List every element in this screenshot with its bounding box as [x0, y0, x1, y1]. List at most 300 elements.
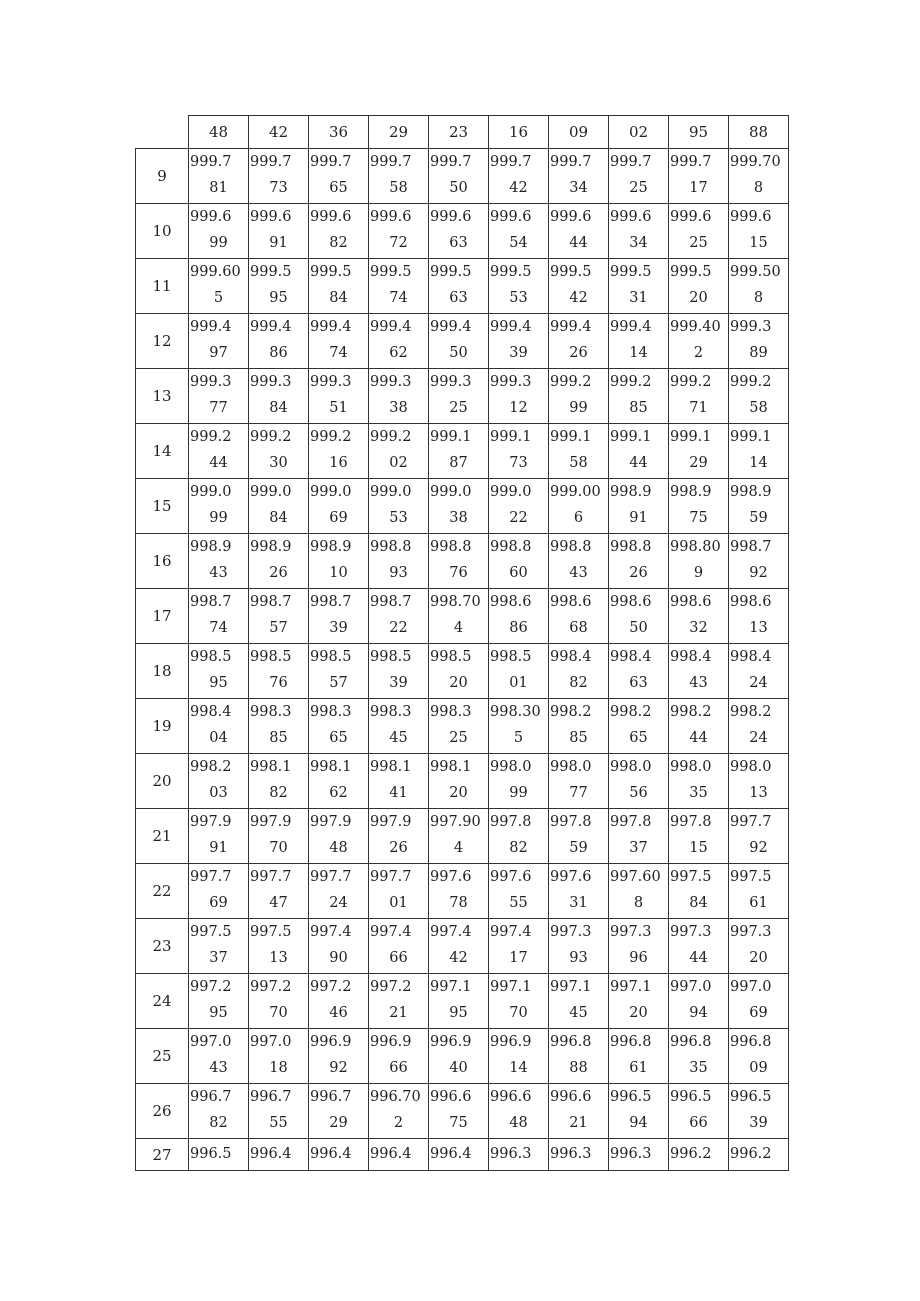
- value-line-2: 70: [269, 1005, 288, 1021]
- value-cell: [249, 369, 309, 424]
- value-line-1: 997.2: [310, 979, 352, 995]
- value-line-1: 999.2: [550, 374, 592, 390]
- value-line-2: 20: [449, 675, 468, 691]
- value-line-2: 42: [509, 180, 528, 196]
- value-line-1: 999.3: [370, 374, 412, 390]
- value-line-1: 998.0: [550, 759, 592, 775]
- value-line-1: 998.6: [610, 594, 652, 610]
- value-line-2: 86: [269, 345, 288, 361]
- value-line-1: 998.4: [670, 649, 712, 665]
- value-line-2: 56: [629, 785, 648, 801]
- value-cell: [669, 424, 729, 479]
- value-line-1: 996.3: [550, 1146, 592, 1162]
- value-cell: [669, 149, 729, 204]
- value-cell: [729, 589, 789, 644]
- value-line-1: 997.7: [310, 869, 352, 885]
- value-cell: [429, 204, 489, 259]
- value-line-2: 82: [269, 785, 288, 801]
- value-line-1: 997.8: [490, 814, 532, 830]
- value-line-1: 999.2: [730, 374, 772, 390]
- value-cell: [369, 149, 429, 204]
- value-line-2: 99: [209, 510, 228, 526]
- value-line-1: 997.0: [250, 1034, 292, 1050]
- value-line-1: 998.7: [190, 594, 232, 610]
- value-cell: [369, 204, 429, 259]
- value-cell: [369, 479, 429, 534]
- value-line-2: 26: [569, 345, 588, 361]
- value-line-2: 29: [329, 1115, 348, 1131]
- value-cell: [489, 864, 549, 919]
- value-line-1: 997.4: [370, 924, 412, 940]
- value-line-1: 996.3: [610, 1146, 652, 1162]
- row-number: 23: [136, 919, 189, 974]
- value-cell: [309, 369, 369, 424]
- value-cell: [549, 204, 609, 259]
- value-line-1: 998.5: [370, 649, 412, 665]
- table-row: [136, 644, 789, 699]
- value-line-1: 997.3: [610, 924, 652, 940]
- value-line-1: 997.0: [670, 979, 712, 995]
- value-line-1: 998.1: [250, 759, 292, 775]
- value-line-2: 84: [269, 510, 288, 526]
- value-cell: [729, 534, 789, 589]
- value-cell: [549, 644, 609, 699]
- value-line-2: 44: [629, 455, 648, 471]
- value-line-2: 2: [693, 345, 704, 361]
- value-line-2: 57: [269, 620, 288, 636]
- table-row: [136, 314, 789, 369]
- value-line-1: 997.9: [310, 814, 352, 830]
- value-line-1: 999.5: [250, 264, 292, 280]
- value-cell: [309, 809, 369, 864]
- value-cell: [309, 479, 369, 534]
- value-line-2: 69: [329, 510, 348, 526]
- value-line-2: 68: [569, 620, 588, 636]
- value-line-1: 999.4: [490, 319, 532, 335]
- value-cell: [429, 699, 489, 754]
- value-cell: [669, 589, 729, 644]
- value-line-2: 82: [329, 235, 348, 251]
- value-cell: [309, 644, 369, 699]
- value-cell: [429, 1029, 489, 1084]
- value-cell: [549, 479, 609, 534]
- value-line-1: 997.1: [610, 979, 652, 995]
- value-line-1: 998.1: [310, 759, 352, 775]
- value-line-2: 45: [389, 730, 408, 746]
- value-line-1: 997.5: [190, 924, 232, 940]
- value-line-1: 998.9: [610, 484, 652, 500]
- value-line-1: 999.4: [370, 319, 412, 335]
- table-row: [136, 699, 789, 754]
- value-line-1: 998.0: [670, 759, 712, 775]
- value-cell: [729, 149, 789, 204]
- value-line-2: 61: [749, 895, 768, 911]
- value-cell: [429, 424, 489, 479]
- value-line-2: 77: [209, 400, 228, 416]
- value-line-1: 997.2: [190, 979, 232, 995]
- value-line-1: 998.9: [250, 539, 292, 555]
- value-cell: [669, 809, 729, 864]
- value-line-1: 998.5: [310, 649, 352, 665]
- value-line-2: 24: [749, 730, 768, 746]
- value-line-2: 29: [689, 455, 708, 471]
- value-cell: [189, 754, 249, 809]
- value-cell: [489, 699, 549, 754]
- value-line-2: 54: [509, 235, 528, 251]
- value-line-2: 13: [269, 950, 288, 966]
- value-cell: [609, 149, 669, 204]
- value-line-1: 998.1: [370, 759, 412, 775]
- value-line-2: 13: [749, 785, 768, 801]
- value-line-1: 999.4: [310, 319, 352, 335]
- value-cell: [369, 644, 429, 699]
- value-line-1: 999.7: [550, 154, 592, 170]
- value-line-1: 999.0: [310, 484, 352, 500]
- value-line-1: 998.5: [250, 649, 292, 665]
- value-line-1: 999.7: [370, 154, 412, 170]
- table-row: [136, 809, 789, 864]
- value-line-2: 53: [389, 510, 408, 526]
- value-line-2: 75: [689, 510, 708, 526]
- value-cell: [549, 314, 609, 369]
- value-line-1: 999.5: [490, 264, 532, 280]
- value-line-2: 26: [629, 565, 648, 581]
- value-cell: [429, 864, 489, 919]
- value-line-1: 996.5: [190, 1146, 232, 1162]
- value-line-1: 997.6: [490, 869, 532, 885]
- row-number: 26: [136, 1084, 189, 1139]
- value-line-1: 997.5: [670, 869, 712, 885]
- value-line-1: 998.9: [730, 484, 772, 500]
- value-line-2: 91: [209, 840, 228, 856]
- value-line-2: 86: [509, 620, 528, 636]
- value-cell: [369, 809, 429, 864]
- value-cell: [249, 809, 309, 864]
- value-line-1: 999.6: [370, 209, 412, 225]
- value-cell: [309, 754, 369, 809]
- value-line-1: 999.3: [490, 374, 532, 390]
- value-line-2: 18: [269, 1060, 288, 1076]
- value-line-1: 997.7: [190, 869, 232, 885]
- value-cell: [729, 809, 789, 864]
- value-line-1: 999.6: [490, 209, 532, 225]
- value-line-1: 997.8: [610, 814, 652, 830]
- value-line-2: 74: [389, 290, 408, 306]
- value-line-2: 55: [509, 895, 528, 911]
- value-line-1: 999.5: [550, 264, 592, 280]
- value-cell: [189, 589, 249, 644]
- value-line-1: 999.0: [250, 484, 292, 500]
- value-cell: [189, 1029, 249, 1084]
- value-line-1: 999.2: [190, 429, 232, 445]
- value-line-2: 21: [569, 1115, 588, 1131]
- value-line-2: 48: [329, 840, 348, 856]
- value-line-2: 84: [689, 895, 708, 911]
- value-cell: [669, 204, 729, 259]
- value-cell: [249, 1029, 309, 1084]
- value-cell: [189, 1139, 249, 1171]
- row-number: 27: [136, 1139, 189, 1171]
- value-line-2: 75: [449, 1115, 468, 1131]
- value-line-1: 999.2: [610, 374, 652, 390]
- value-line-2: 40: [449, 1060, 468, 1076]
- value-line-2: 44: [689, 950, 708, 966]
- value-cell: [609, 259, 669, 314]
- density-table: [135, 115, 789, 1171]
- value-cell: [489, 424, 549, 479]
- value-line-1: 996.9: [310, 1034, 352, 1050]
- value-line-2: 62: [329, 785, 348, 801]
- value-line-1: 998.7: [370, 594, 412, 610]
- value-cell: [669, 1029, 729, 1084]
- value-line-1: 998.7: [730, 539, 772, 555]
- value-line-1: 998.8: [370, 539, 412, 555]
- value-cell: [609, 204, 669, 259]
- value-cell: [729, 919, 789, 974]
- value-line-2: 45: [569, 1005, 588, 1021]
- header-cell: 48: [189, 116, 249, 149]
- value-line-2: 70: [509, 1005, 528, 1021]
- header-cell: 02: [609, 116, 669, 149]
- value-line-2: 13: [749, 620, 768, 636]
- value-line-1: 999.3: [190, 374, 232, 390]
- value-cell: [669, 699, 729, 754]
- table-row: [136, 1084, 789, 1139]
- value-line-1: 999.3: [250, 374, 292, 390]
- value-line-1: 998.30: [490, 704, 541, 720]
- value-cell: [249, 919, 309, 974]
- value-line-2: 91: [629, 510, 648, 526]
- table-row: [136, 259, 789, 314]
- row-number: 14: [136, 424, 189, 479]
- value-line-2: 48: [509, 1115, 528, 1131]
- value-line-1: 999.60: [190, 264, 241, 280]
- value-cell: [549, 369, 609, 424]
- value-cell: [729, 699, 789, 754]
- value-line-2: 9: [693, 565, 704, 581]
- value-cell: [309, 699, 369, 754]
- value-line-1: 996.2: [730, 1146, 772, 1162]
- value-line-1: 999.4: [430, 319, 472, 335]
- value-cell: [549, 1029, 609, 1084]
- header-cell: 36: [309, 116, 369, 149]
- value-line-1: 997.8: [550, 814, 592, 830]
- value-cell: [729, 204, 789, 259]
- value-line-2: 65: [329, 730, 348, 746]
- value-cell: [669, 864, 729, 919]
- value-line-1: 997.1: [550, 979, 592, 995]
- value-cell: [429, 479, 489, 534]
- value-line-1: 996.6: [430, 1089, 472, 1105]
- value-cell: [249, 314, 309, 369]
- value-cell: [429, 534, 489, 589]
- value-cell: [489, 589, 549, 644]
- value-line-2: 8: [633, 895, 644, 911]
- table-row: [136, 589, 789, 644]
- value-cell: [549, 809, 609, 864]
- value-cell: [429, 1139, 489, 1171]
- value-cell: [549, 974, 609, 1029]
- value-line-1: 998.7: [250, 594, 292, 610]
- value-cell: [369, 699, 429, 754]
- value-line-2: 46: [329, 1005, 348, 1021]
- value-line-1: 997.9: [370, 814, 412, 830]
- value-cell: [489, 479, 549, 534]
- value-line-2: 70: [269, 840, 288, 856]
- value-line-1: 998.0: [490, 759, 532, 775]
- value-line-2: 47: [269, 895, 288, 911]
- header-row: [136, 116, 789, 149]
- value-line-1: 999.1: [490, 429, 532, 445]
- value-cell: [309, 589, 369, 644]
- value-line-1: 997.7: [370, 869, 412, 885]
- value-line-2: 39: [329, 620, 348, 636]
- value-line-1: 997.6: [550, 869, 592, 885]
- header-cell: 09: [549, 116, 609, 149]
- value-line-2: 57: [329, 675, 348, 691]
- value-cell: [249, 149, 309, 204]
- value-cell: [429, 314, 489, 369]
- value-cell: [489, 204, 549, 259]
- value-line-1: 997.2: [370, 979, 412, 995]
- value-cell: [429, 809, 489, 864]
- value-line-1: 998.9: [670, 484, 712, 500]
- value-line-1: 998.4: [190, 704, 232, 720]
- value-line-1: 998.5: [430, 649, 472, 665]
- value-cell: [249, 424, 309, 479]
- value-cell: [609, 919, 669, 974]
- value-line-2: 85: [269, 730, 288, 746]
- value-cell: [669, 479, 729, 534]
- value-cell: [189, 809, 249, 864]
- value-line-1: 998.3: [310, 704, 352, 720]
- value-line-2: 58: [569, 455, 588, 471]
- value-line-2: 25: [449, 730, 468, 746]
- value-line-1: 996.8: [610, 1034, 652, 1050]
- row-number: 19: [136, 699, 189, 754]
- value-line-2: 38: [449, 510, 468, 526]
- value-line-1: 999.7: [670, 154, 712, 170]
- value-cell: [549, 699, 609, 754]
- value-line-2: 14: [509, 1060, 528, 1076]
- value-cell: [309, 314, 369, 369]
- row-number: 15: [136, 479, 189, 534]
- value-line-1: 997.5: [250, 924, 292, 940]
- value-cell: [549, 1139, 609, 1171]
- value-cell: [189, 424, 249, 479]
- value-line-1: 999.3: [310, 374, 352, 390]
- value-cell: [729, 1084, 789, 1139]
- value-cell: [429, 369, 489, 424]
- value-cell: [309, 864, 369, 919]
- value-line-2: 58: [749, 400, 768, 416]
- value-line-2: 24: [749, 675, 768, 691]
- value-line-2: 50: [449, 345, 468, 361]
- value-line-2: 85: [569, 730, 588, 746]
- value-cell: [549, 919, 609, 974]
- header-cell: 42: [249, 116, 309, 149]
- value-cell: [249, 644, 309, 699]
- value-line-2: 69: [749, 1005, 768, 1021]
- value-line-1: 998.8: [490, 539, 532, 555]
- row-number: 20: [136, 754, 189, 809]
- value-cell: [549, 589, 609, 644]
- value-cell: [249, 534, 309, 589]
- value-line-2: 78: [449, 895, 468, 911]
- value-line-2: 26: [269, 565, 288, 581]
- value-line-1: 998.2: [730, 704, 772, 720]
- value-cell: [729, 424, 789, 479]
- value-line-2: 62: [389, 345, 408, 361]
- value-line-1: 997.4: [430, 924, 472, 940]
- value-cell: [729, 314, 789, 369]
- value-cell: [729, 644, 789, 699]
- value-line-1: 996.6: [490, 1089, 532, 1105]
- value-line-2: 55: [269, 1115, 288, 1131]
- value-cell: [489, 919, 549, 974]
- table-row: [136, 1029, 789, 1084]
- value-line-2: 44: [569, 235, 588, 251]
- value-cell: [309, 1139, 369, 1171]
- value-line-2: 26: [389, 840, 408, 856]
- value-line-1: 996.4: [250, 1146, 292, 1162]
- value-line-2: 25: [629, 180, 648, 196]
- value-line-2: 5: [513, 730, 524, 746]
- value-line-1: 998.8: [610, 539, 652, 555]
- value-line-1: 996.8: [550, 1034, 592, 1050]
- value-line-1: 998.9: [310, 539, 352, 555]
- value-cell: [369, 259, 429, 314]
- value-line-1: 997.4: [310, 924, 352, 940]
- value-line-1: 998.7: [310, 594, 352, 610]
- value-line-1: 996.8: [670, 1034, 712, 1050]
- table-row: [136, 369, 789, 424]
- value-cell: [309, 534, 369, 589]
- value-line-2: 17: [689, 180, 708, 196]
- value-line-2: 25: [449, 400, 468, 416]
- value-line-1: 998.1: [430, 759, 472, 775]
- value-line-2: 50: [629, 620, 648, 636]
- value-cell: [729, 1139, 789, 1171]
- value-line-1: 997.3: [670, 924, 712, 940]
- value-cell: [249, 974, 309, 1029]
- value-cell: [609, 699, 669, 754]
- value-cell: [249, 589, 309, 644]
- value-line-2: 30: [269, 455, 288, 471]
- value-cell: [429, 919, 489, 974]
- table-row: [136, 534, 789, 589]
- row-number: 12: [136, 314, 189, 369]
- value-line-2: 99: [569, 400, 588, 416]
- value-line-1: 997.3: [550, 924, 592, 940]
- value-line-1: 998.2: [550, 704, 592, 720]
- value-cell: [729, 754, 789, 809]
- value-cell: [609, 424, 669, 479]
- value-cell: [369, 424, 429, 479]
- value-line-2: 25: [689, 235, 708, 251]
- value-cell: [489, 1084, 549, 1139]
- value-line-2: 42: [569, 290, 588, 306]
- row-number: 18: [136, 644, 189, 699]
- value-line-2: 88: [569, 1060, 588, 1076]
- value-line-2: 92: [749, 840, 768, 856]
- value-line-1: 999.0: [430, 484, 472, 500]
- value-line-2: 37: [629, 840, 648, 856]
- value-line-2: 82: [509, 840, 528, 856]
- value-line-2: 74: [209, 620, 228, 636]
- value-line-1: 998.8: [550, 539, 592, 555]
- value-line-2: 77: [569, 785, 588, 801]
